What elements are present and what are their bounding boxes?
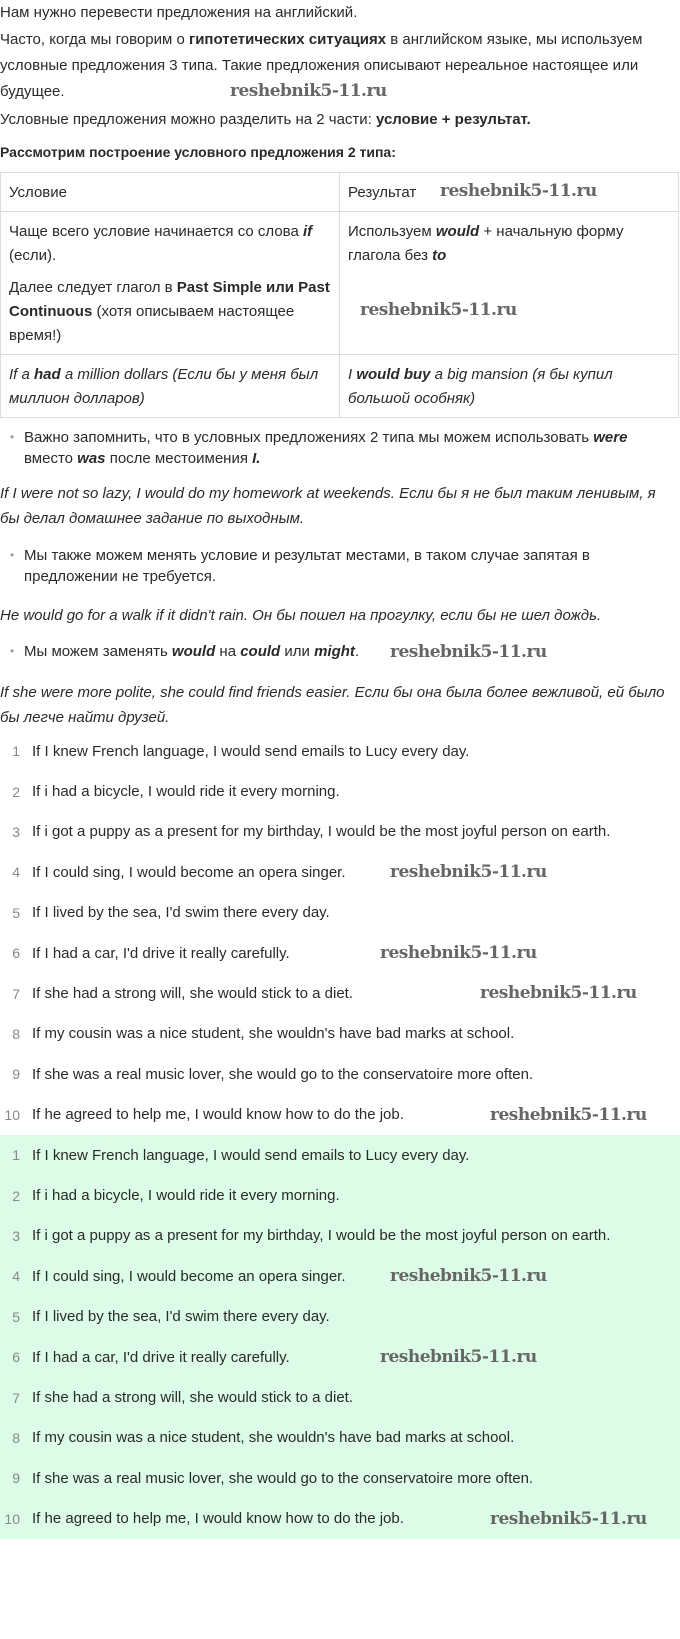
exercise-sentences [0, 731, 680, 1135]
sentence-text: If I knew French language, I would send emails to Lucy every day. [32, 742, 470, 760]
list-item [0, 1499, 680, 1539]
list-item [0, 1095, 680, 1135]
sentence-text: If my cousin was a nice student, she wouldn's have bad marks at school. [32, 1429, 515, 1447]
answer-sentences [0, 1135, 680, 1539]
list-item [0, 1297, 680, 1337]
sentence-text: If i got a puppy as a present for my birthday, I would be the most joyful person on earth. [32, 1227, 611, 1245]
note-bullet [10, 641, 680, 662]
item-number: 4 [12, 864, 20, 881]
text-segment: a million dollars (Если бы у меня был миллион долларов) [9, 366, 319, 407]
text-segment: (хотя описываем настоящее время!) [9, 303, 295, 344]
sentence-text: If she was a real music lover, she would go to the conservatoire more often. [32, 1469, 534, 1487]
text-segment: Условные предложения можно разделить на 2 части: [0, 111, 376, 128]
text-segment: в английском языке, мы используем условные предложения 3 типа. Такие предложения описывают нереальное настоящее или будущее. [0, 31, 643, 100]
text-segment: He would go for a walk if it didn't rain. Он бы пошел на прогулку, если бы не шел дождь. [0, 607, 602, 624]
item-number: 10 [4, 1106, 20, 1123]
intro-line-1 [0, 0, 672, 26]
intro-paragraph [0, 27, 672, 105]
text-segment: would [435, 223, 480, 240]
example-sentence [0, 603, 672, 628]
example-condition [1, 355, 340, 418]
watermark: reshebnik5-11.ru [360, 300, 517, 320]
sentence-text: If I could sing, I would become an opera singer. [32, 863, 346, 881]
list-item [0, 933, 680, 973]
text-segment: If a [9, 366, 35, 383]
watermark: reshebnik5-11.ru [440, 181, 597, 201]
text-segment: had [34, 366, 61, 383]
list-item [0, 973, 680, 1013]
text-segment: Важно запомнить, что в условных предложениях 2 типа мы можем использовать [24, 429, 594, 446]
table-row [1, 212, 679, 355]
watermark: reshebnik5-11.ru [390, 642, 547, 662]
item-number: 6 [12, 1349, 20, 1366]
item-number: 1 [12, 1147, 20, 1164]
text-segment: Мы можем заменять [24, 643, 172, 660]
item-number: 5 [12, 904, 20, 921]
list-item [0, 1256, 680, 1296]
item-number: 3 [12, 823, 20, 840]
watermark: reshebnik5-11.ru [380, 943, 537, 963]
text-segment: (если). [9, 247, 57, 264]
item-number: 10 [4, 1510, 20, 1527]
conditional-table [0, 172, 679, 418]
list-item [0, 812, 680, 852]
list-item [0, 771, 680, 811]
header-condition: Условие [1, 173, 340, 212]
text-segment: или [280, 643, 315, 660]
sentence-text: If I knew French language, I would send emails to Lucy every day. [32, 1146, 470, 1164]
list-item [0, 1216, 680, 1256]
list-item [0, 1135, 680, 1175]
sentence-text: If she had a strong will, she would stick to a diet. [32, 1389, 353, 1407]
text-segment: If she were more polite, she could find friends easier. Если бы она была более вежливой, ей было бы легче найти друзей. [0, 684, 665, 726]
table-caption [0, 139, 672, 165]
rule-condition [1, 212, 340, 355]
text-segment: Чаще всего условие начинается со слова [9, 223, 303, 240]
sentence-text: If she was a real music lover, she would go to the conservatoire more often. [32, 1065, 534, 1083]
sentence-text: If he agreed to help me, I would know how to do the job. [32, 1106, 404, 1124]
text-segment: Рассмотрим построение условного предложения 2 типа: [0, 144, 396, 160]
list-item [0, 1014, 680, 1054]
watermark: reshebnik5-11.ru [380, 1347, 537, 1367]
list-item [0, 1054, 680, 1094]
item-number: 2 [12, 783, 20, 800]
text-segment: . [354, 643, 360, 660]
item-number: 9 [12, 1066, 20, 1083]
text-segment: на [215, 643, 241, 660]
list-item [0, 731, 680, 771]
sentence-text: If I lived by the sea, I'd swim there every day. [32, 904, 330, 922]
sentence-text: If I could sing, I would become an opera singer. [32, 1267, 346, 1285]
text-segment: could [240, 643, 281, 660]
list-item [0, 852, 680, 892]
watermark: reshebnik5-11.ru [230, 81, 387, 101]
text-segment: would buy [356, 366, 431, 383]
text-segment: were [593, 429, 628, 446]
list-item [0, 1175, 680, 1215]
sentence-text: If he agreed to help me, I would know how to do the job. [32, 1510, 404, 1528]
item-number: 8 [12, 1429, 20, 1446]
watermark: reshebnik5-11.ru [390, 862, 547, 882]
note-bullet [10, 545, 680, 587]
sentence-text: If I lived by the sea, I'd swim there every day. [32, 1308, 330, 1326]
text-segment: гипотетических ситуациях [188, 31, 387, 48]
watermark: reshebnik5-11.ru [390, 1266, 547, 1286]
list-item [0, 893, 680, 933]
text-segment: a big mansion (я бы купил большой особняк) [348, 366, 613, 407]
text-segment: If I were not so lazy, I would do my homework at weekends. Если бы я не был таким ленивым, я бы делал домашнее задание по выходным. [0, 485, 656, 527]
item-number: 5 [12, 1308, 20, 1325]
watermark: reshebnik5-11.ru [490, 1509, 647, 1529]
sentence-text: If i had a bicycle, I would ride it every morning. [32, 783, 340, 801]
example-sentence [0, 680, 672, 730]
note-bullet [10, 427, 680, 469]
sentence-text: If i got a puppy as a present for my birthday, I would be the most joyful person on earth. [32, 823, 611, 841]
text-segment: I. [252, 450, 261, 467]
list-item [0, 1337, 680, 1377]
text-segment: вместо [24, 450, 78, 467]
sentence-text: If I had a car, I'd drive it really carefully. [32, 944, 290, 962]
text-segment: Нам нужно перевести предложения на английский. [0, 4, 358, 21]
text-segment: if [302, 223, 313, 240]
text-segment: was [77, 450, 106, 467]
header-result: Результат [340, 173, 679, 212]
item-number: 3 [12, 1227, 20, 1244]
text-segment: условие + результат. [376, 111, 531, 128]
item-number: 8 [12, 1025, 20, 1042]
text-segment: to [432, 247, 447, 264]
text-segment: + начальную форму глагола без [348, 223, 624, 264]
text-segment: Далее следует глагол в [9, 279, 177, 296]
table-row [1, 355, 679, 418]
text-segment: I [348, 366, 357, 383]
sentence-text: If she had a strong will, she would stick to a diet. [32, 985, 353, 1003]
rule-result [340, 212, 679, 355]
item-number: 7 [12, 1389, 20, 1406]
item-number: 1 [12, 743, 20, 760]
text-segment: после местоимения [105, 450, 253, 467]
list-item [0, 1458, 680, 1498]
table-header-row [1, 173, 679, 212]
list-item [0, 1418, 680, 1458]
item-number: 6 [12, 945, 20, 962]
sentence-text: If my cousin was a nice student, she wouldn's have bad marks at school. [32, 1025, 515, 1043]
sentence-text: If I had a car, I'd drive it really carefully. [32, 1348, 290, 1366]
example-result [340, 355, 679, 418]
example-sentence [0, 481, 672, 531]
item-number: 9 [12, 1470, 20, 1487]
item-number: 2 [12, 1187, 20, 1204]
text-segment: would [171, 643, 216, 660]
watermark: reshebnik5-11.ru [490, 1105, 647, 1125]
text-segment: Past Simple или Past Continuous [9, 279, 330, 320]
text-segment: might [314, 643, 355, 660]
watermark: reshebnik5-11.ru [480, 983, 637, 1003]
text-segment: Часто, когда мы говорим о [0, 31, 189, 48]
item-number: 4 [12, 1268, 20, 1285]
intro-parts [0, 107, 672, 133]
text-segment: Мы также можем менять условие и результат местами, в таком случае запятая в предложении не требуется. [24, 547, 590, 585]
sentence-text: If i had a bicycle, I would ride it every morning. [32, 1187, 340, 1205]
text-segment: Используем [348, 223, 436, 240]
list-item [0, 1377, 680, 1417]
item-number: 7 [12, 985, 20, 1002]
